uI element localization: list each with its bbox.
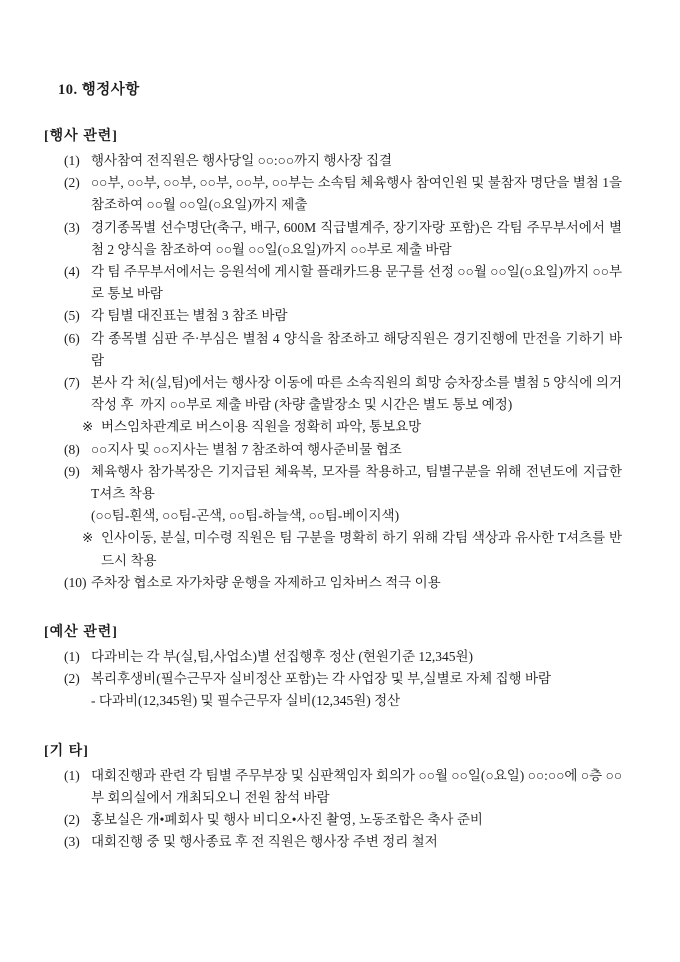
item-number: (10) bbox=[64, 574, 87, 590]
list-item bbox=[64, 150, 622, 172]
item-text: 다과비는 각 부(실,팀,사업소)별 선집행후 정산 (현원기준 12,345원) bbox=[91, 649, 474, 665]
item-text: 복리후생비(필수근무자 실비정산 포함)는 각 사업장 및 부,실별로 자체 집행 바람 bbox=[91, 671, 552, 687]
item-note bbox=[82, 527, 622, 571]
list-item bbox=[64, 668, 622, 690]
section-etc bbox=[44, 742, 622, 854]
item-number: (2) bbox=[64, 812, 80, 828]
reference-mark: ※ bbox=[82, 419, 94, 435]
item-number: (4) bbox=[64, 264, 80, 280]
list-item bbox=[64, 809, 622, 831]
item-text: 대회진행 중 및 행사종료 후 전 직원은 행사장 주변 정리 철저 bbox=[91, 834, 438, 850]
list-item bbox=[64, 305, 622, 327]
item-text: 행사참여 전직원은 행사당일 ○○:○○까지 행사장 집결 bbox=[91, 153, 393, 168]
list-item bbox=[64, 461, 626, 505]
item-text: 각 팀별 대진표는 별첨 3 참조 바람 bbox=[91, 308, 288, 324]
item-number: (5) bbox=[64, 308, 80, 324]
item-text: 체육행사 참가복장은 기지급된 체육복, 모자를 착용하고, 팀별구분을 위해 전년도에 지급한 T셔츠 착용 bbox=[91, 463, 626, 502]
list-item bbox=[64, 439, 622, 461]
list-item bbox=[64, 261, 622, 305]
note-text: 인사이동, 분실, 미수령 직원은 팀 구분을 명확히 하기 위해 각팀 색상과 유사한 T셔츠를 반드시 착용 bbox=[101, 530, 622, 568]
list-item bbox=[64, 328, 622, 372]
item-text: 각 종목별 심판 주·부심은 별첨 4 양식을 참조하고 해당직원은 경기진행에 만전을 기하기 바람 bbox=[91, 330, 622, 368]
item-subline: (○○팀-흰색, ○○팀-곤색, ○○팀-하늘색, ○○팀-베이지색) bbox=[91, 508, 400, 524]
item-number: (2) bbox=[64, 175, 80, 191]
reference-mark: ※ bbox=[82, 530, 94, 546]
section-heading-event: [행사 관련] bbox=[44, 129, 118, 144]
list-item bbox=[64, 765, 622, 809]
item-number: (1) bbox=[64, 767, 80, 783]
page-title: 10. 행정사항 bbox=[58, 82, 140, 98]
item-text: ○○지사 및 ○○지사는 별첨 7 참조하여 행사준비물 협조 bbox=[91, 441, 402, 457]
item-number: (3) bbox=[64, 834, 80, 850]
item-number: (6) bbox=[64, 330, 80, 346]
item-number: (9) bbox=[64, 463, 80, 479]
item-text: 각 팀 주무부서에서는 응원석에 게시할 플래카드용 문구를 선정 ○○월 ○○일(○요일)까지 ○○부로 통보 바람 bbox=[91, 264, 622, 302]
item-number: (7) bbox=[64, 375, 80, 391]
section-event-items bbox=[64, 150, 626, 594]
item-note bbox=[82, 416, 622, 438]
item-number: (2) bbox=[64, 671, 80, 687]
list-item bbox=[64, 572, 622, 594]
list-item bbox=[64, 372, 626, 416]
item-text: 주차장 협소로 자가차량 운행을 자제하고 임차버스 적극 이용 bbox=[91, 574, 441, 590]
item-subline: - 다과비(12,345원) 및 필수근무자 실비(12,345원) 정산 bbox=[91, 693, 401, 709]
section-heading-etc: [기 타] bbox=[44, 743, 89, 759]
section-etc-items bbox=[64, 765, 622, 854]
section-budget-items bbox=[64, 646, 622, 713]
item-text: 대회진행과 관련 각 팀별 주무부장 및 심판책임자 회의가 ○○월 ○○일(○요일) ○○:○○에 ○층 ○○부 회의실에서 개최되오니 전원 참석 바람 bbox=[91, 767, 622, 805]
item-text: 본사 각 처(실,팀)에서는 행사장 이동에 따른 소속직원의 희망 승차장소를 별첨 5 양식에 의거 작성 후 까지 ○○부로 제출 바람 (차량 출발장소 및 시간은 별도 통보 예정) bbox=[91, 375, 626, 413]
item-number: (3) bbox=[64, 219, 80, 235]
list-item bbox=[64, 217, 622, 261]
list-item bbox=[64, 646, 622, 668]
item-text: 경기종목별 선수명단(축구, 배구, 600M 직급별계주, 장기자랑 포함)은 각팀 주무부서에서 별첨 2 양식을 참조하여 ○○월 ○○일(○요일)까지 ○○부로 제출 바람 bbox=[91, 219, 622, 257]
list-item bbox=[64, 831, 622, 853]
note-text: 버스임차관계로 버스이용 직원을 정확히 파악, 통보요망 bbox=[101, 419, 422, 435]
section-budget bbox=[44, 623, 622, 713]
item-number: (8) bbox=[64, 441, 80, 457]
item-text: 홍보실은 개•폐회사 및 행사 비디오•사진 촬영, 노동조합은 축사 준비 bbox=[91, 812, 483, 828]
section-heading-budget: [예산 관련] bbox=[44, 625, 118, 641]
item-number: (1) bbox=[64, 153, 80, 168]
section-event bbox=[44, 127, 626, 594]
item-number: (1) bbox=[64, 649, 80, 665]
item-text: ○○부, ○○부, ○○부, ○○부, ○○부, ○○부는 소속팀 체육행사 참여인원 및 불참자 명단을 별첨 1을 참조하여 ○○월 ○○일(○요일)까지 제출 bbox=[91, 175, 626, 213]
list-item bbox=[64, 172, 626, 216]
